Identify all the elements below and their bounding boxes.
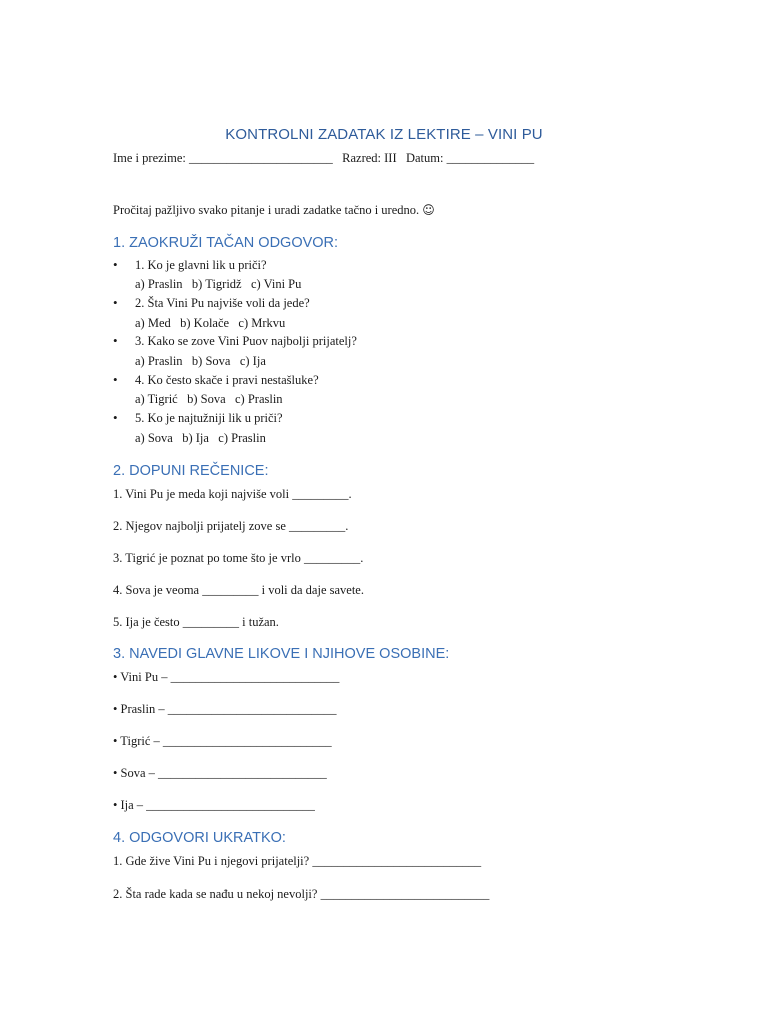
smiley-icon: ☺: [422, 203, 435, 217]
character-line: • Ija – ___________________________: [113, 798, 315, 812]
section4-heading: 4. ODGOVORI UKRATKO:: [113, 830, 286, 846]
fill-in-sentence: 3. Tigrić je poznat po tome što je vrlo _________.: [113, 551, 364, 565]
section2-heading: 2. DOPUNI REČENICE:: [113, 463, 269, 479]
question-3: 3. Kako se zove Vini Puov najbolji prijatelj?: [135, 334, 357, 348]
instruction-text: Pročitaj pažljivo svako pitanje i uradi zadatke tačno i uredno.: [113, 203, 420, 217]
fill-in-sentence: 2. Njegov najbolji prijatelj zove se _________.: [113, 519, 349, 533]
character-line: • Tigrić – ___________________________: [113, 734, 332, 748]
bullet-icon: •: [113, 410, 118, 425]
bullet-icon: •: [113, 257, 118, 272]
answer-options-4: a) Tigrić b) Sova c) Praslin: [135, 392, 283, 406]
section1-heading: 1. ZAOKRUŽI TAČAN ODGOVOR:: [113, 235, 339, 251]
instruction-line: [113, 202, 435, 218]
answer-options-2: a) Med b) Kolače c) Mrkvu: [135, 316, 286, 330]
fill-in-sentence: 4. Sova je veoma _________ i voli da daje savete.: [113, 583, 364, 597]
question-2: 2. Šta Vini Pu najviše voli da jede?: [135, 296, 310, 310]
page-title: KONTROLNI ZADATAK IZ LEKTIRE – VINI PU: [225, 126, 543, 143]
answer-options-5: a) Sova b) Ija c) Praslin: [135, 431, 266, 445]
bullet-icon: •: [113, 372, 118, 387]
student-info-line: Ime i prezime: _______________________ Razred: III Datum: ______________: [113, 151, 535, 165]
fill-in-sentence: 5. Ija je često _________ i tužan.: [113, 615, 279, 629]
bullet-icon: •: [113, 295, 118, 310]
fill-in-sentence: 1. Vini Pu je meda koji najviše voli _________.: [113, 487, 352, 501]
answer-options-3: a) Praslin b) Sova c) Ija: [135, 354, 266, 368]
question-4: 4. Ko često skače i pravi nestašluke?: [135, 373, 319, 387]
short-answer-line: 1. Gde žive Vini Pu i njegovi prijatelji? ___________________________: [113, 854, 482, 868]
section3-heading: 3. NAVEDI GLAVNE LIKOVE I NJIHOVE OSOBINE:: [113, 646, 450, 662]
character-line: • Vini Pu – ___________________________: [113, 670, 340, 684]
question-1: 1. Ko je glavni lik u priči?: [135, 258, 267, 272]
character-line: • Praslin – ___________________________: [113, 702, 337, 716]
short-answer-line: 2. Šta rade kada se nađu u nekoj nevolji? ___________________________: [113, 887, 490, 901]
question-5: 5. Ko je najtužniji lik u priči?: [135, 411, 283, 425]
bullet-icon: •: [113, 333, 118, 348]
character-line: • Sova – ___________________________: [113, 766, 327, 780]
answer-options-1: a) Praslin b) Tigridž c) Vini Pu: [135, 277, 302, 291]
